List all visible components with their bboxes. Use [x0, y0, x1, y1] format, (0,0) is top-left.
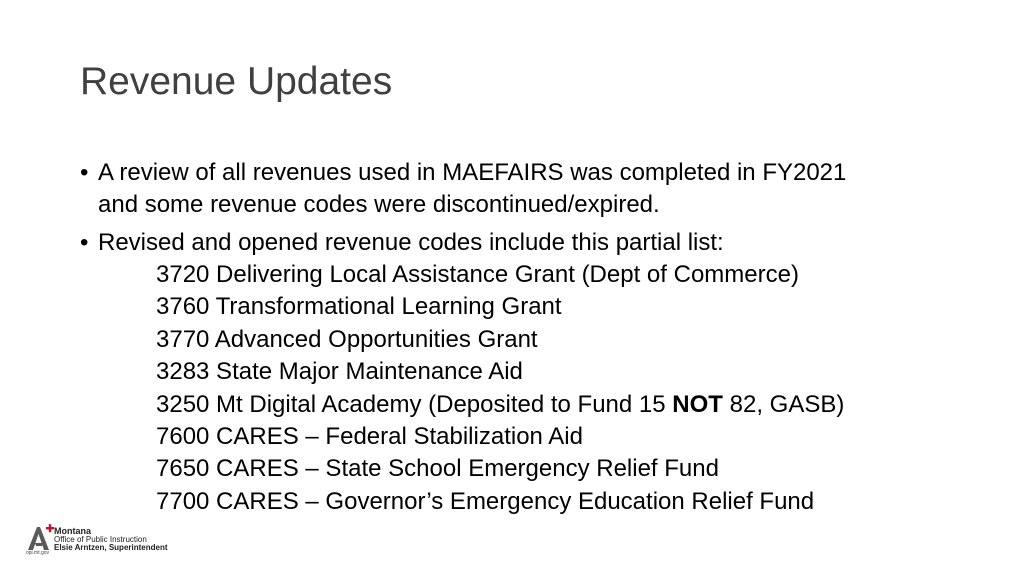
logo-line-montana: Montana	[54, 526, 91, 536]
bullet-dot-icon: •	[80, 159, 89, 186]
montana-a-plus-icon	[26, 524, 54, 552]
opi-logo	[26, 524, 166, 560]
revenue-code-text: 3250 Mt Digital Academy (Deposited to Fund 15	[156, 390, 673, 418]
revenue-code-item: 7600 CARES – Federal Stabilization Aid	[156, 423, 583, 451]
revenue-code-item: 7700 CARES – Governor’s Emergency Education Relief Fund	[156, 487, 815, 515]
logo-text	[54, 527, 168, 553]
revenue-code-item: 7650 CARES – State School Emergency Relief Fund	[156, 455, 719, 483]
bullet-review-line1: A review of all revenues used in MAEFAIRS was completed in FY2021	[98, 159, 847, 186]
revenue-code-item: 3720 Delivering Local Assistance Grant (Dept of Commerce)	[156, 261, 799, 288]
revenue-code-item: 3770 Advanced Opportunities Grant	[156, 325, 538, 353]
revenue-code-item	[156, 389, 980, 421]
bullet-dot-icon: •	[80, 229, 89, 256]
logo-url: opi.mt.gov	[26, 550, 50, 556]
slide-content	[80, 157, 980, 518]
logo-line-office: Office of Public Instruction	[54, 534, 147, 544]
bullet-review-line2: and some revenue codes were discontinued/expired.	[98, 191, 660, 218]
bullet-revised-line1: Revised and opened revenue codes include this partial list:	[98, 229, 724, 256]
revenue-code-text: 82, GASB)	[722, 390, 845, 418]
logo-line-superintendent: Elsie Arntzen, Superintendent	[54, 543, 168, 553]
revenue-code-list	[80, 259, 980, 518]
revenue-code-emphasis: NOT	[672, 390, 723, 418]
revenue-code-item: 3760 Transformational Learning Grant	[156, 293, 562, 321]
slide-title: Revenue Updates	[80, 60, 393, 103]
bullet-review	[80, 157, 980, 221]
bullet-revised	[80, 227, 980, 259]
revenue-code-item: 3283 State Major Maintenance Aid	[156, 358, 523, 386]
